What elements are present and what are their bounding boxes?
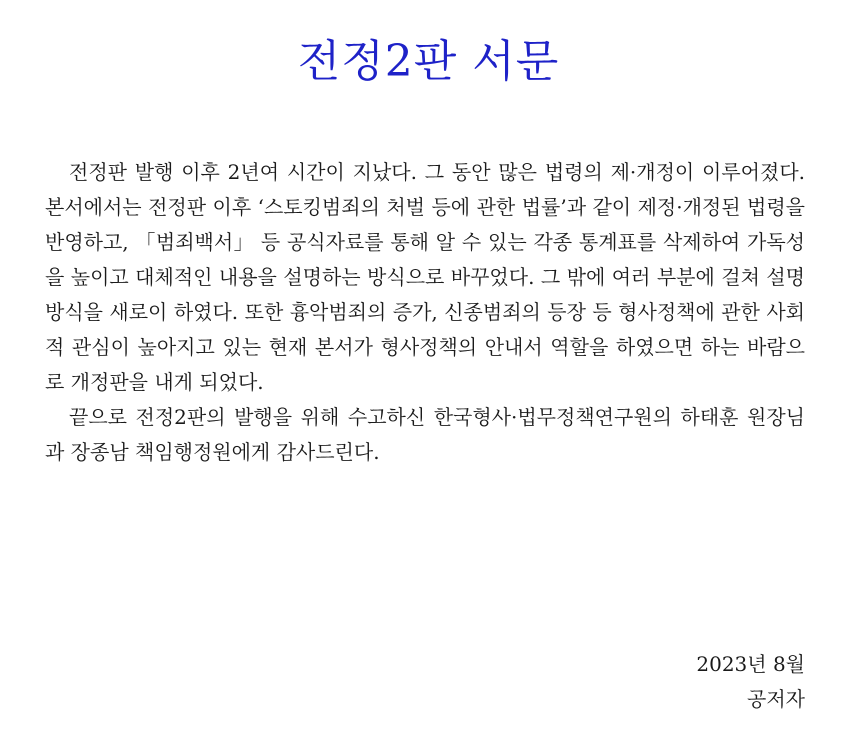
author: 공저자 <box>747 687 805 711</box>
page-title: 전정2판 서문 <box>297 36 560 87</box>
paragraph-1: 전정판 발행 이후 2년여 시간이 지났다. 그 동안 많은 법령의 제·개정이 이루어졌다. 본서에서는 전정판 이후 ‘스토킹범죄의 처벌 등에 관한 법률’과 같이 제정·개정된 법령을 반영하고, 「범죄백서」 등 공식자료를 통해 알 수 있는 각종 통계표를 삭제하여 가독성을 높이고 대체적인 내용을 설명하는 방식으로 바꾸었다. 그 밖에 여러 부분에 걸쳐 설명방식을 새로이 하였다. 또한 흉악범죄의 증가, 신종범죄의 등장 등 형사정책에 관한 사회적 관심이 높아지고 있는 현재 본서가 형사정책의 안내서 역할을 하였으면 하는 바람으로 개정판을 내게 되었다. <box>45 160 805 394</box>
paragraph-2: 끝으로 전정2판의 발행을 위해 수고하신 한국형사·법무정책연구원의 하태훈 원장님과 장종남 책임행정원에게 감사드린다. <box>45 405 805 464</box>
preface-body <box>45 155 805 470</box>
date: 2023년 8월 <box>696 652 805 676</box>
signature-block <box>696 647 805 717</box>
